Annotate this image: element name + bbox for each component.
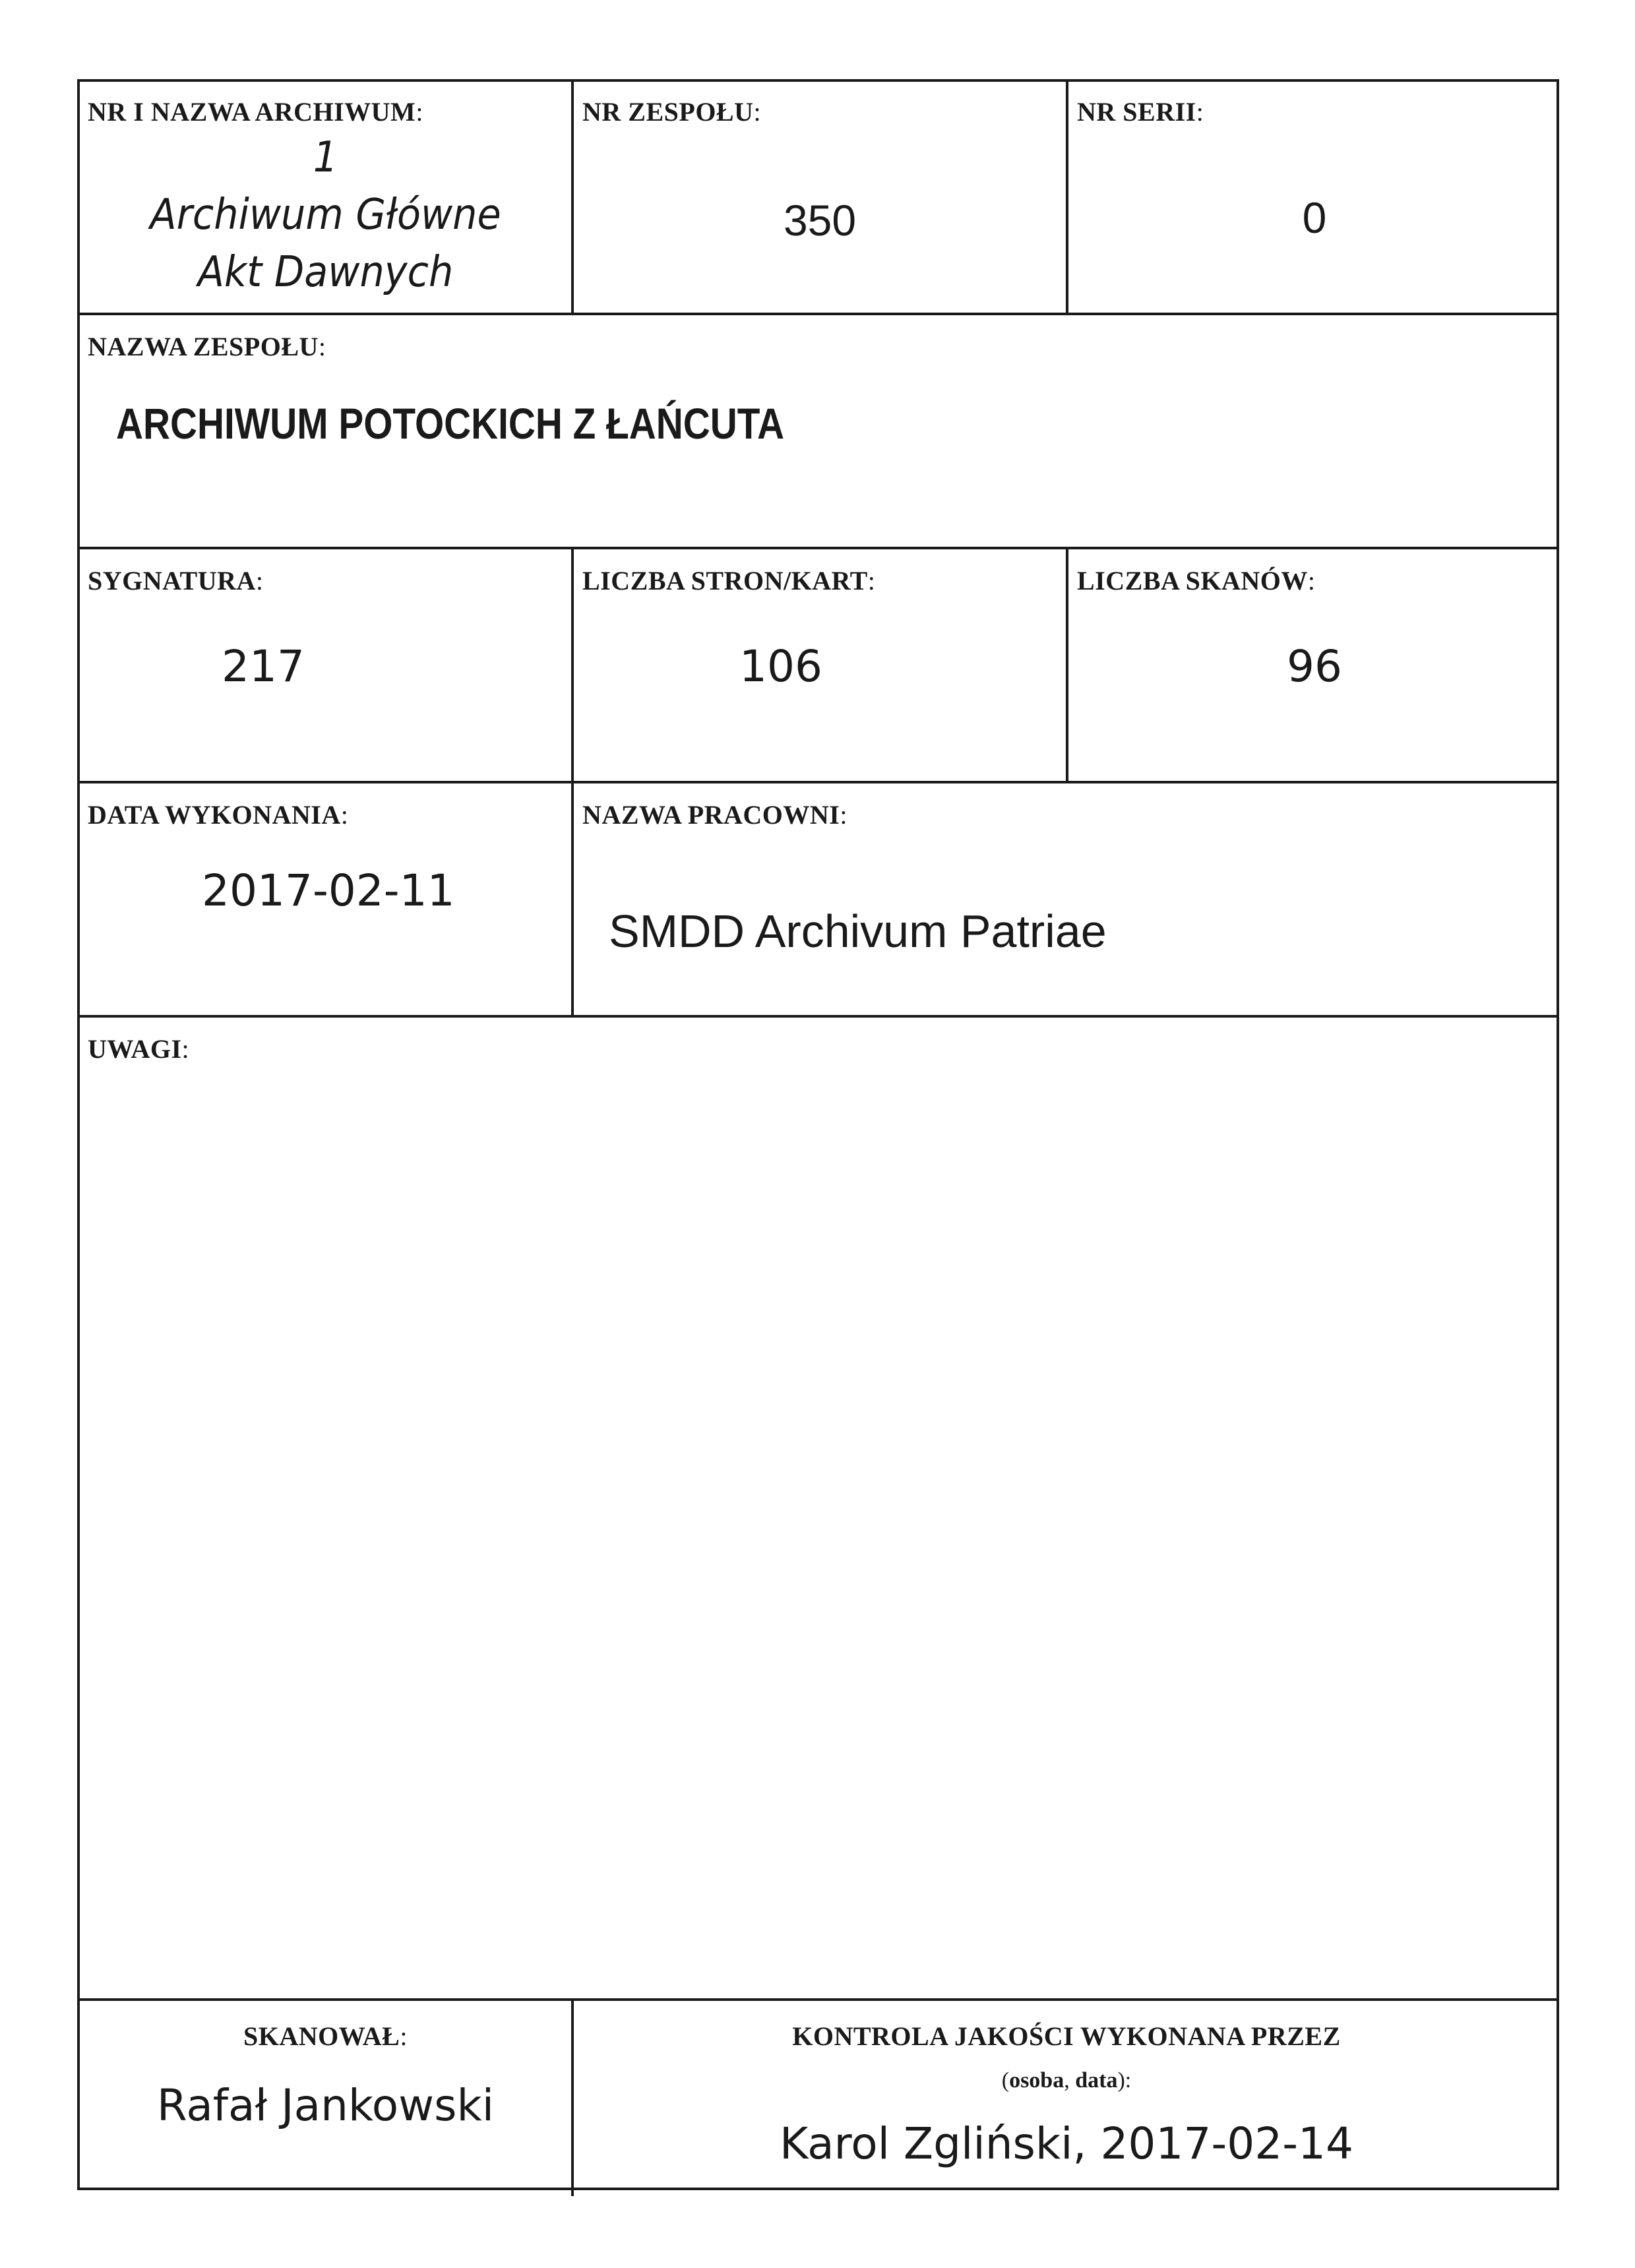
pages-count-label: LICZBA STRON/KART: [582,566,876,596]
archive-number: 1 [313,133,338,182]
signature-label: SYGNATURA: [88,566,264,596]
workshop-label: NAZWA PRACOWNI: [582,800,848,830]
execution-date-value: 2017-02-11 [202,865,455,916]
scans-count-value: 96 [1287,641,1342,692]
workshop-value: SMDD Archivum Patriae [609,905,1107,957]
column-divider [1066,547,1068,782]
remarks-label: UWAGI: [88,1034,190,1064]
row-divider [80,781,1557,783]
archive-name-line1: Archiwum Główne [150,191,501,239]
column-divider [571,781,574,1016]
quality-control-sublabel: (osoba, data): [1001,2068,1132,2093]
pages-count-value: 106 [739,641,822,692]
execution-date-label: DATA WYKONANIA: [88,800,349,830]
scans-count-label: LICZBA SKANÓW: [1077,566,1316,596]
quality-control-value: Karol Zgliński, 2017-02-14 [779,2118,1354,2169]
quality-control-sublabel-person: osoba [1009,2068,1064,2093]
fonds-number-label: NR ZESPOŁU: [582,97,762,127]
quality-control-sublabel-date: data [1075,2068,1118,2093]
fonds-name-label: NAZWA ZESPOŁU: [88,332,326,361]
series-number-label: NR SERII: [1077,97,1204,127]
fonds-name-value: ARCHIWUM POTOCKICH Z ŁAŃCUTA [116,399,785,448]
quality-control-label: KONTROLA JAKOŚCI WYKONANA PRZEZ [792,2021,1341,2051]
signature-value: 217 [222,641,305,692]
row-divider [80,1998,1557,2001]
scanned-by-value: Rafał Jankowski [156,2080,495,2131]
metadata-form [77,79,1559,2190]
scanned-by-label: SKANOWAŁ: [243,2021,408,2051]
fonds-number-value: 350 [783,196,857,245]
archive-label: NR I NAZWA ARCHIWUM: [88,97,423,127]
archive-name-line2: Akt Dawnych [197,248,454,297]
row-divider [80,547,1557,549]
column-divider [571,547,574,782]
row-divider [80,1015,1557,1018]
row-divider [80,313,1557,315]
series-number-value: 0 [1302,193,1327,242]
